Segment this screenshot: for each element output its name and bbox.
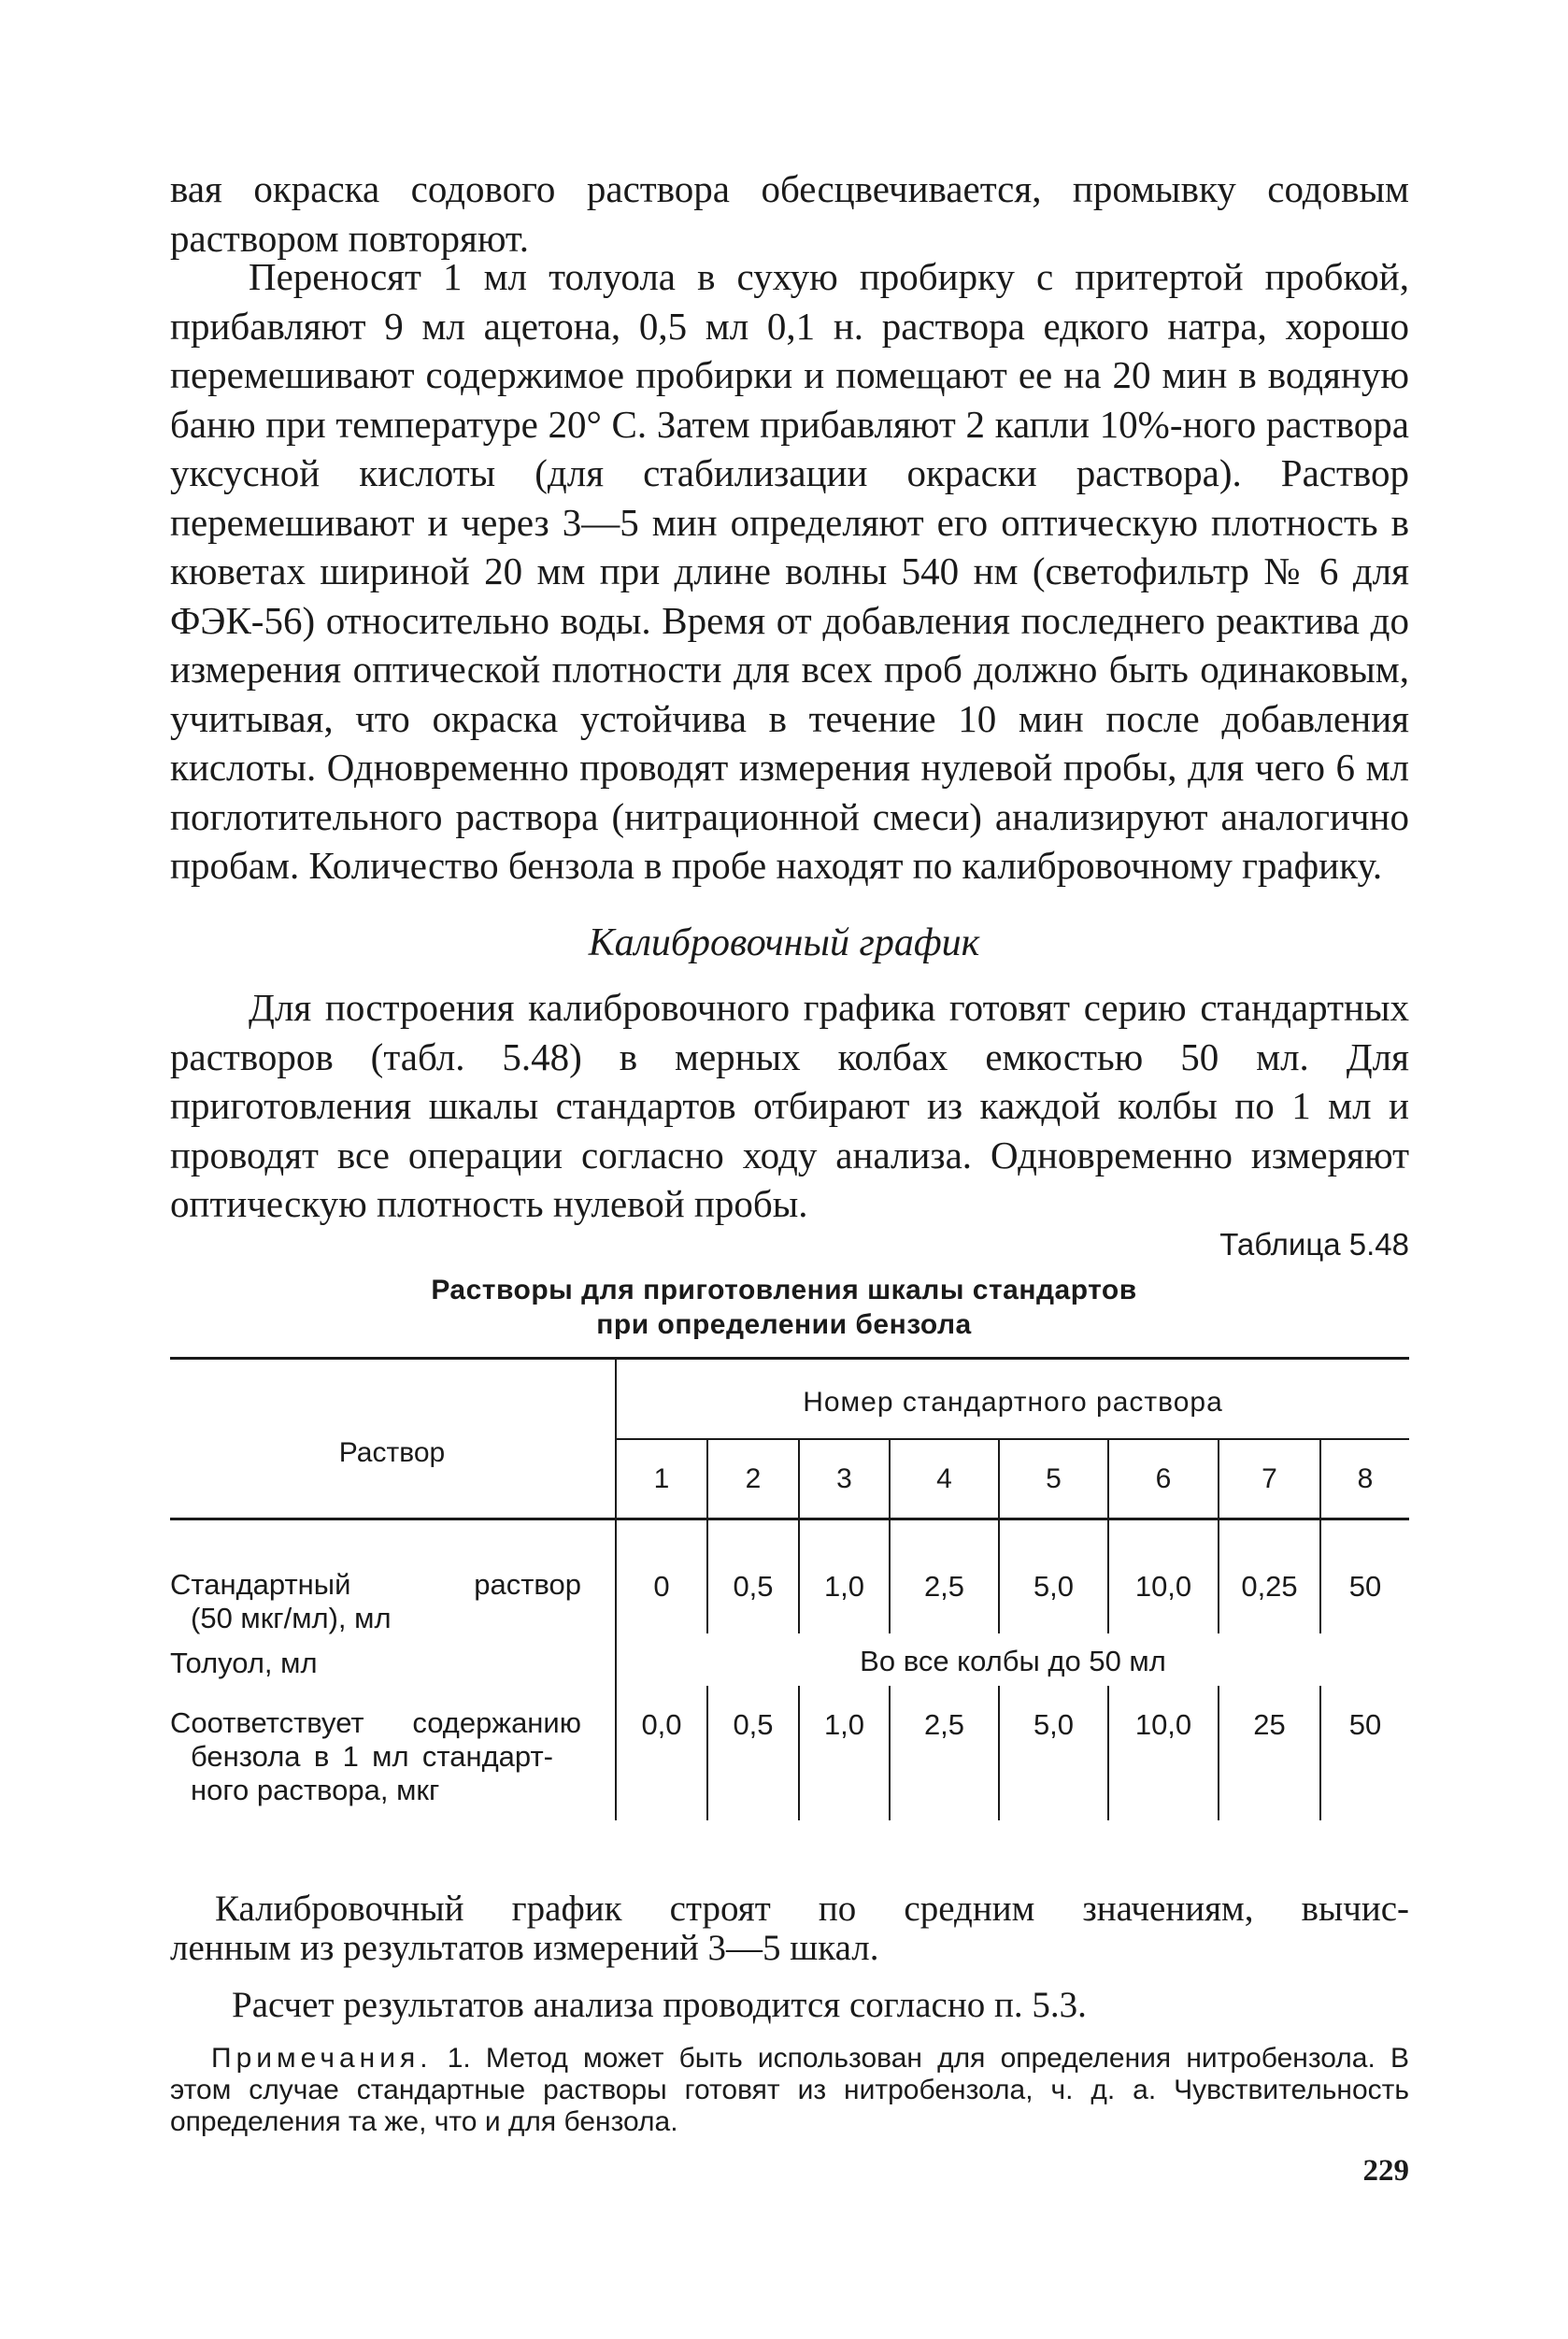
paragraph-continuation: вая окраска содового раствора обесцвечивается, промывку содовым раствором повторяют. [170,167,1409,260]
row-label-line: бензола в 1 мл стандарт- [191,1740,553,1773]
table-cell: 50 [1348,1708,1382,1741]
table-cell: 0,5 [733,1708,774,1741]
paragraph-graph-construction [170,1889,1409,1968]
row-label-line: Соответствует содержанию [170,1706,581,1739]
table-cell: 1,0 [823,1708,865,1741]
column-number: 3 [836,1463,852,1494]
table-title [0,1273,1568,1342]
header-standard-number: Номер стандартного раствора [803,1387,1223,1418]
row-label-line: Стандартный раствор [170,1568,581,1601]
table-top-rule [170,1357,1409,1360]
row-label-line: (50 мкг/мл), мл [191,1602,392,1634]
table-cell: 5,0 [1033,1708,1075,1741]
table-divider [798,1439,800,1820]
paragraph-line: Калибровочный график строят по средним значениям, вычис- [215,1889,1409,1929]
table-cell: 25 [1253,1708,1286,1741]
column-number: 6 [1155,1463,1172,1494]
column-number: 5 [1046,1463,1062,1494]
page-number: 229 [1362,2154,1409,2188]
column-number: 7 [1262,1463,1277,1494]
table-divider [706,1439,708,1820]
footnote [170,2043,1409,2138]
table-cell: 50 [1348,1570,1382,1603]
table-divider [889,1439,891,1820]
column-number: 8 [1357,1463,1374,1494]
standards-table [170,1353,1409,1820]
row-label-standard-solution [170,1568,581,1635]
table-cell: 10,0 [1134,1708,1192,1741]
table-cell: 0,0 [641,1708,682,1741]
header-raster: Раствор [338,1437,446,1468]
row-label-line: ного раствора, мкг [191,1774,440,1806]
row-label-benzene-content [170,1706,581,1807]
table-label: Таблица 5.48 [1219,1227,1409,1262]
table-cell: 0,25 [1241,1570,1298,1603]
toluene-span-cell: Во все колбы до 50 мл [860,1645,1166,1677]
table-group-rule [617,1438,1409,1440]
table-divider [998,1439,1000,1820]
row-label-toluene: Толуол, мл [170,1647,318,1679]
table-header-rule [170,1518,1409,1520]
paragraph-procedure: Переносят 1 мл толуола в сухую пробирку с притертой пробкой, прибавляют 9 мл ацетона, 0,5 мл 0,1 н. раствора едкого натра, хорошо перемешивают содержимое пробирки и помещают ее на 20 мин в водяную баню при температуре 20° С. Затем прибавляют 2 капли 10%-ного раствора уксусной кислоты (для стабилизации окраски раствора). Раствор перемешивают и через 3—5 мин определяют его оптическую плотность в кюветах шириной 20 мм при длине волны 540 нм (светофильтр № 6 для ФЭК-56) относительно воды. Время от добавления последнего реактива до измерения оптической плотности для всех проб должно быть одинаковым, учитывая, что окраска устойчива в течение 10 мин после добавления кислоты. Одновременно проводят измерения нулевой пробы, для чего 6 мл поглотительного раствора (нитрационной смеси) анализируют аналогично пробам. Количество бензола в пробе находят по калибровочному графику. [170,255,1409,887]
note-label: Примечания. [211,2043,433,2074]
table-cell: 5,0 [1033,1570,1075,1603]
column-number: 4 [936,1463,952,1494]
paragraph-calculation: Расчет результатов анализа проводится согласно п. 5.3. [232,1985,1087,2025]
table-divider [1218,1439,1219,1820]
table-cell: 0,5 [733,1570,774,1603]
section-title: Калибровочный график [588,921,980,964]
table-cell: 10,0 [1134,1570,1192,1603]
table-cell: 0 [653,1570,670,1603]
note-text: 1. Метод может быть использован для определения нитробензола. В этом случае стандартные растворы готовят из нитробензола, ч. д. а. Чувствительность определения та же, что и для бензола. [170,2043,1409,2137]
table-cell: 2,5 [923,1708,965,1741]
table-divider [1107,1439,1109,1820]
paragraph-calibration: Для построения калибровочного графика готовят серию стандартных растворов (табл. 5.48) в мерных колбах емкостью 50 мл. Для приготовления шкалы стандартов отбирают из каждой колбы по 1 мл и проводят все операции согласно ходу анализа. Одновременно измеряют оптическую плотность нулевой пробы. [170,986,1409,1225]
table-title-line-2: при определении бензола [596,1309,972,1340]
column-number: 2 [745,1463,762,1494]
table-title-line-1: Растворы для приготовления шкалы стандартов [431,1275,1137,1305]
paragraph-line: ленным из результатов измерений 3—5 шкал. [170,1928,879,1968]
column-number: 1 [653,1463,670,1494]
table-divider [1319,1439,1321,1820]
table-cell: 2,5 [923,1570,965,1603]
table-cell: 1,0 [823,1570,865,1603]
